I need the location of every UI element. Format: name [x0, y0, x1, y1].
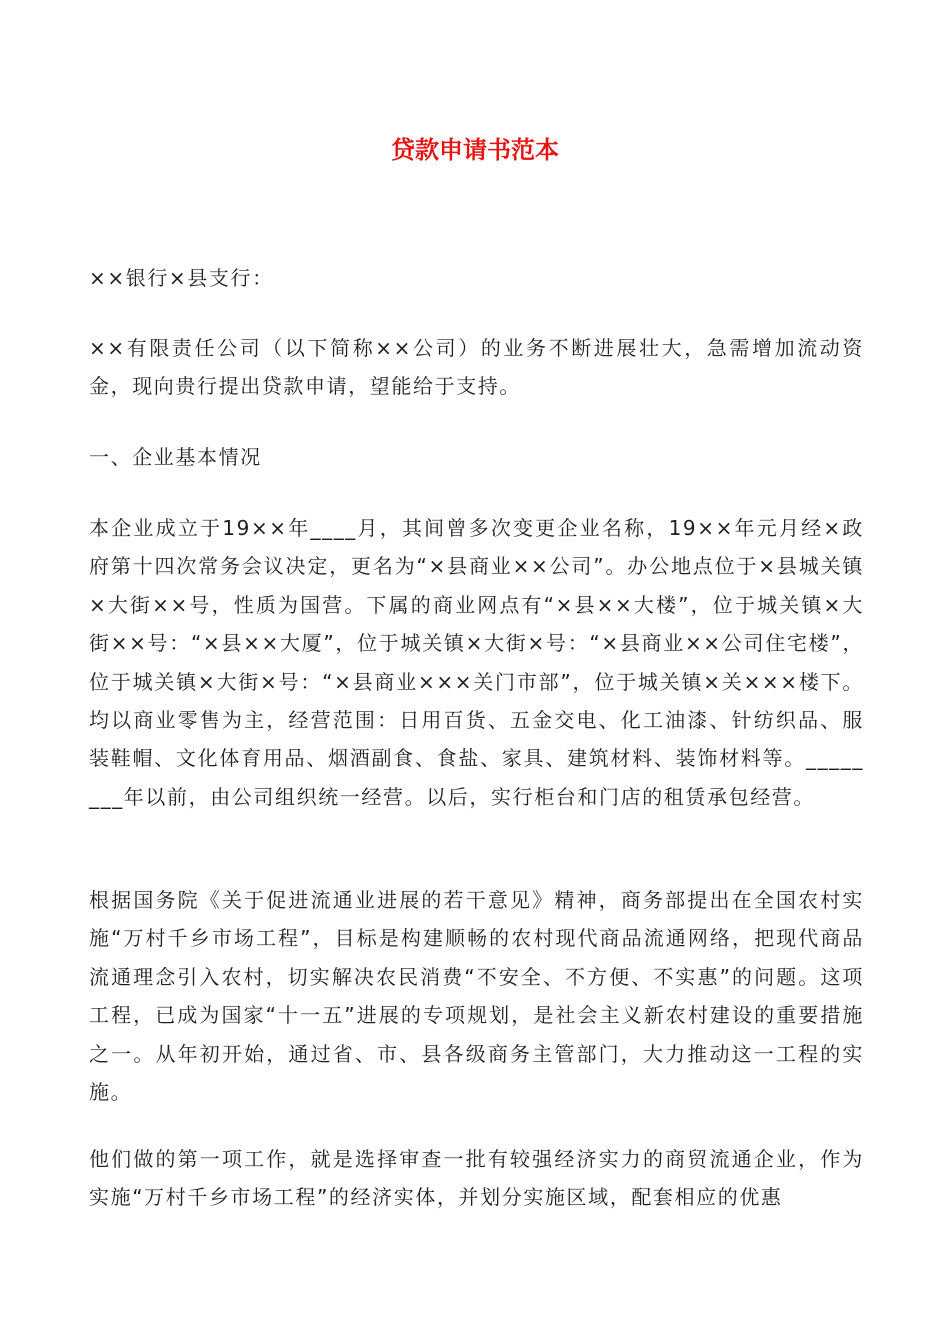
work-paragraph: 他们做的第一项工作，就是选择审查一批有较强经济实力的商贸流通企业，作为实施“万村千乡市场工程”的经济实体，并划分实施区域，配套相应的优惠	[89, 1147, 864, 1210]
section-heading-basic-info: 一、企业基本情况	[89, 445, 262, 469]
salutation: ××银行×县支行：	[89, 266, 274, 290]
document-title: 贷款申请书范本	[391, 136, 559, 164]
policy-paragraph: 根据国务院《关于促进流通业进展的若干意见》精神，商务部提出在全国农村实施“万村千乡市场工程”，目标是构建顺畅的农村现代商品流通网络，把现代商品流通理念引入农村，切实解决农民消费“不安全、不方便、不实惠”的问题。这项工程，已成为国家“十一五”进展的专项规划，是社会主义新农村建设的重要措施之一。从年初开始，通过省、市、县各级商务主管部门，大力推动这一工程的实施。	[89, 888, 864, 1105]
intro-paragraph: ××有限责任公司（以下简称××公司）的业务不断进展壮大，急需增加流动资金，现向贵行提出贷款申请，望能给于支持。	[89, 336, 864, 399]
basic-info-paragraph: 本企业成立于19××年____月，其间曾多次变更企业名称，19××年元月经×政府第十四次常务会议决定，更名为“×县商业××公司”。办公地点位于×县城关镇×大街××号，性质为国营。下属的商业网点有“×县××大楼”，位于城关镇×大街××号：“×县××大厦”，位于城关镇×大街×号：“×县商业××公司住宅楼”，位于城关镇×大街×号：“×县商业×××关门市部”，位于城关镇×关×××楼下。均以商业零售为主，经营范围：日用百货、五金交电、化工油漆、针纺织品、服装鞋帽、文化体育用品、烟酒副食、食盐、家具、建筑材料、装饰材料等。________年以前，由公司组织统一经营。以后，实行柜台和门店的租赁承包经营。	[89, 516, 864, 809]
